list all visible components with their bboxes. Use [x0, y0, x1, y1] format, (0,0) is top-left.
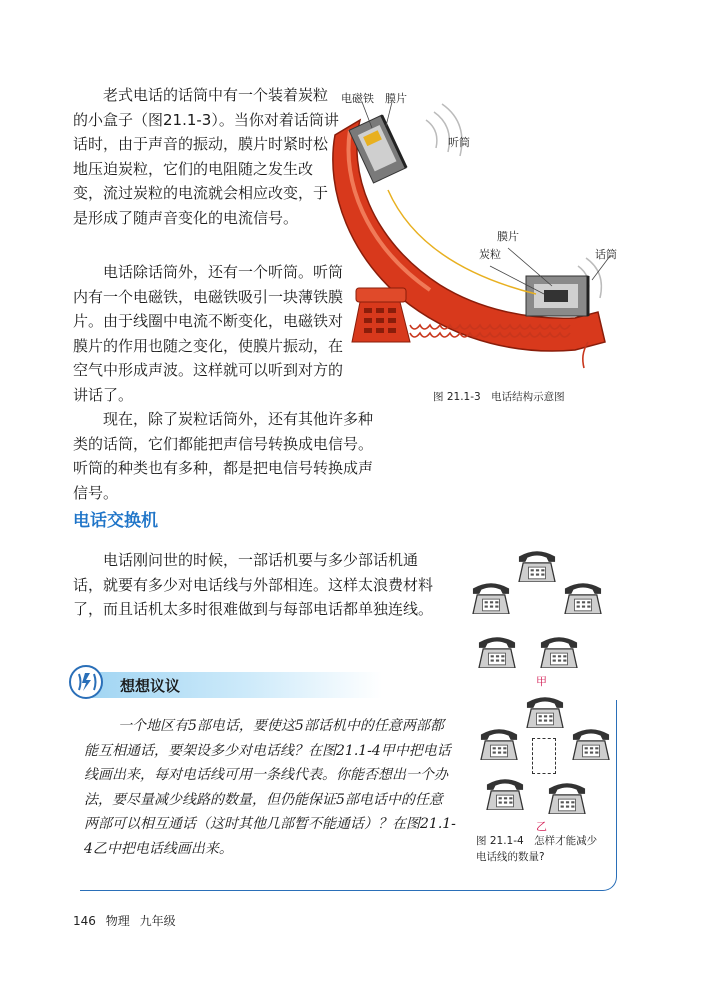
paragraph-switchboard [73, 548, 445, 622]
paragraph-text: 老式电话的话筒中有一个装着炭粒的小盒子（图21.1-3）。当你对着话筒讲话时，由于声音的振动，膜片时紧时松地压迫炭粒，它们的电阻随之发生改变，流过炭粒的电流就会相应改变，于是形成了随声音变化的电流信号。 [73, 86, 339, 227]
discussion-text: 一个地区有5部电话，要使这5部话机中的任意两部都能互相通话，要架设多少对电话线？在图21.1-4甲中把电话线画出来，每对电话线可用一条线代表。你能否想出一个办法，要尽量减少线路的数量，但仍能保证5部电话中的任意两部可以相互通话（这时其他几部暂不能通话）？在图21.1-4乙中把电话线画出来。 [84, 718, 456, 857]
phone-icon [564, 580, 602, 614]
label-diaphragm-top: 膜片 [385, 92, 407, 105]
section-title: 电话交换机 [73, 511, 158, 531]
paragraph-text: 电话刚问世的时候，一部话机要与多少部话机通话，就要有多少对电话线与外部相连。这样太浪费材料了，而且话机太多时很难做到与每部电话都单独连线。 [73, 551, 434, 619]
grade-name: 九年级 [139, 914, 176, 928]
page-footer [73, 912, 182, 929]
label-diaphragm-bottom: 膜片 [497, 230, 519, 243]
figure-caption-21-1-3: 图 21.1-3 电话结构示意图 [433, 391, 565, 403]
discussion-title: 想想议议 [120, 677, 181, 695]
sub-label-a: 甲 [536, 675, 547, 688]
paragraph-text: 电话除话筒外，还有一个听筒。听筒内有一个电磁铁，电磁铁吸引一块薄铁膜片。由于线圈中电流不断变化，电磁铁对膜片的作用也随之变化，使膜片振动，在空气中形成声波。这样就可以听到对方的讲话了。 [73, 263, 344, 404]
page-number: 146 [73, 914, 96, 928]
label-mouthpiece: 话筒 [595, 248, 617, 261]
label-earpiece: 听筒 [448, 136, 470, 149]
label-carbon: 炭粒 [479, 248, 501, 261]
phone-icon [472, 580, 510, 614]
paragraph-earpiece [73, 260, 353, 408]
discussion-box [64, 660, 616, 893]
paragraph-carbon-microphone [73, 83, 341, 231]
discussion-body [84, 714, 456, 862]
paragraph-other-microphones [73, 407, 373, 505]
paragraph-text: 现在，除了炭粒话筒外，还有其他许多种类的话筒，它们都能把声信号转换成电信号。听筒的种类也有多种，都是把电信号转换成声信号。 [73, 410, 374, 502]
phone-icon [518, 548, 556, 582]
telephone-structure-figure [330, 80, 620, 385]
discussion-icon [68, 664, 104, 700]
label-electromagnet: 电磁铁 [341, 92, 374, 105]
sub-label-b: 乙 [536, 820, 547, 833]
figure-caption-21-1-4: 图 21.1-4 怎样才能减少电话线的数量? [476, 835, 598, 863]
subject-name: 物理 [105, 914, 130, 928]
